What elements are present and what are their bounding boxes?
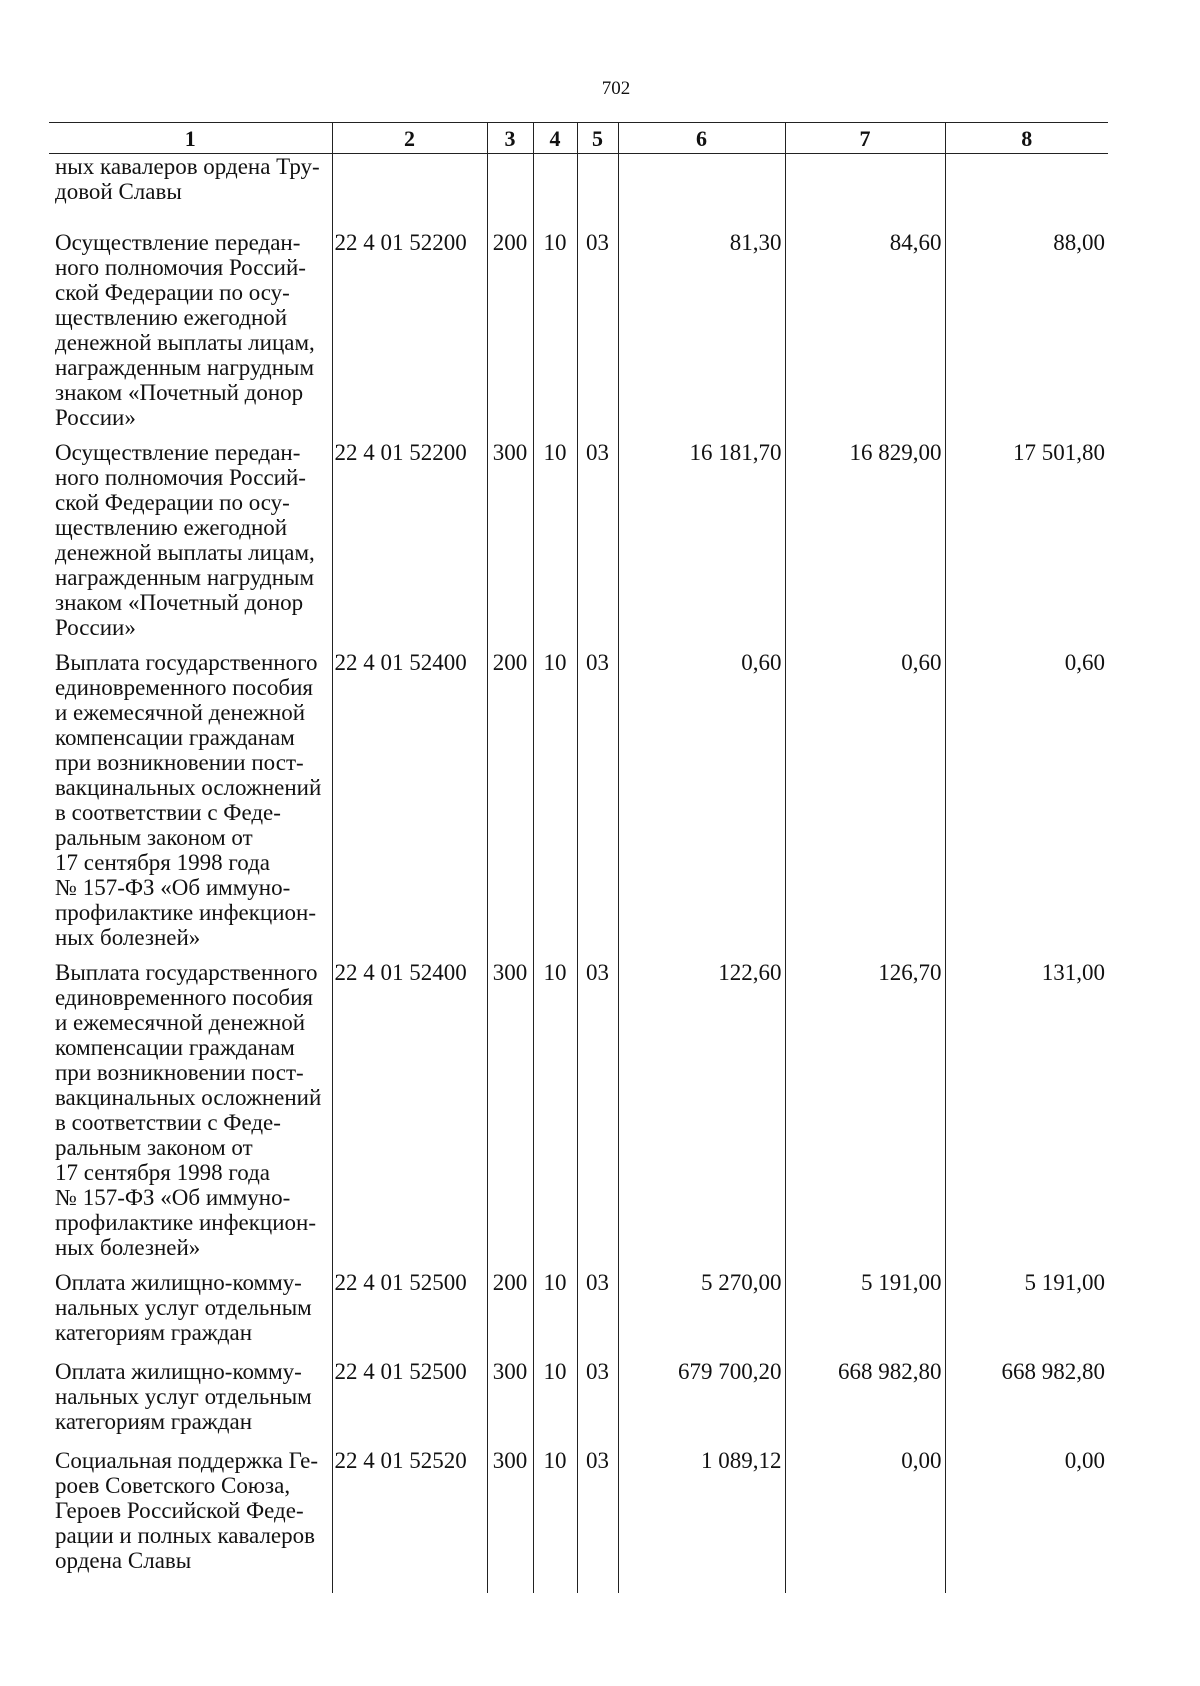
expense-name-line: знаком «Почетный донор xyxy=(55,589,304,615)
amount-col7-cell: 5 191,00 xyxy=(785,1260,945,1349)
amount-col7-cell: 16 829,00 xyxy=(785,430,945,640)
expense-name-line: Осуществление передан- xyxy=(55,439,301,465)
expense-name-line: награжденным нагрудным xyxy=(55,564,315,590)
amount-col6-cell: 0,60 xyxy=(618,640,785,950)
target-code-cell: 22 4 01 52400 xyxy=(332,640,487,950)
amount-col8-cell: 0,60 xyxy=(945,640,1108,950)
expense-name-line: ордена Славы xyxy=(55,1547,192,1573)
expense-name-cell xyxy=(49,220,332,430)
table-row xyxy=(49,220,1108,430)
expense-name-line: рации и полных кавалеров xyxy=(55,1522,315,1548)
expense-name-line: в соответствии с Феде- xyxy=(55,799,281,825)
expense-name-line: России» xyxy=(55,614,136,640)
expense-name-line: и ежемесячной денежной xyxy=(55,699,306,725)
column-header-3: 3 xyxy=(487,123,533,154)
expense-name-line: Выплата государственного xyxy=(55,649,318,675)
expense-name-line: денежной выплаты лицам, xyxy=(55,329,315,355)
section-cell: 10 xyxy=(533,1349,577,1438)
column-header-5: 5 xyxy=(577,123,618,154)
expense-name-line: при возникновении пост- xyxy=(55,1059,304,1085)
expense-name-cell xyxy=(49,430,332,640)
amount-col6-cell: 81,30 xyxy=(618,220,785,430)
column-header-7: 7 xyxy=(785,123,945,154)
amount-col6-cell: 16 181,70 xyxy=(618,430,785,640)
expense-name-line: Осуществление передан- xyxy=(55,229,301,255)
expense-name-line: компенсации гражданам xyxy=(55,1034,295,1060)
expense-name-line: единовременного пособия xyxy=(55,984,313,1010)
table-row xyxy=(49,154,1108,220)
subsection-cell: 03 xyxy=(577,640,618,950)
expense-name-line: компенсации гражданам xyxy=(55,724,295,750)
expense-name-line: в соответствии с Феде- xyxy=(55,1109,281,1135)
target-code-cell: 22 4 01 52200 xyxy=(332,220,487,430)
expense-name-cell xyxy=(49,154,332,220)
expense-name-line: ской Федерации по осу- xyxy=(55,489,290,515)
expense-name-line: 17 сентября 1998 года xyxy=(55,1159,270,1185)
section-cell: 10 xyxy=(533,220,577,430)
expense-name-line: профилактике инфекцион- xyxy=(55,1209,316,1235)
amount-col7-cell: 0,60 xyxy=(785,640,945,950)
table-row xyxy=(49,430,1108,640)
column-header-8: 8 xyxy=(945,123,1108,154)
expense-name-line: денежной выплаты лицам, xyxy=(55,539,315,565)
table-row xyxy=(49,1438,1108,1593)
expense-type-cell: 300 xyxy=(487,430,533,640)
amount-col7-cell: 668 982,80 xyxy=(785,1349,945,1438)
amount-col6-cell: 679 700,20 xyxy=(618,1349,785,1438)
expense-name-line: ральным законом от xyxy=(55,1134,253,1160)
amount-col7-cell: 0,00 xyxy=(785,1438,945,1593)
expense-name-cell xyxy=(49,1349,332,1438)
expense-name-line: профилактике инфекцион- xyxy=(55,899,316,925)
expense-name-line: № 157-ФЗ «Об иммуно- xyxy=(55,874,291,900)
target-code-cell: 22 4 01 52200 xyxy=(332,430,487,640)
expense-name-line: Оплата жилищно-комму- xyxy=(55,1358,302,1384)
expense-type-cell: 300 xyxy=(487,950,533,1260)
amount-col7-cell xyxy=(785,154,945,220)
amount-col6-cell: 1 089,12 xyxy=(618,1438,785,1593)
expense-name-line: ного полномочия Россий- xyxy=(55,254,306,280)
expense-name-line: нальных услуг отдельным xyxy=(55,1383,312,1409)
column-header-4: 4 xyxy=(533,123,577,154)
expense-name-line: роев Советского Союза, xyxy=(55,1472,291,1498)
expense-name-line: Героев Российской Феде- xyxy=(55,1497,304,1523)
section-cell: 10 xyxy=(533,640,577,950)
expense-name-line: вакцинальных осложнений xyxy=(55,774,322,800)
expense-type-cell: 200 xyxy=(487,220,533,430)
amount-col6-cell xyxy=(618,154,785,220)
section-cell: 10 xyxy=(533,1438,577,1593)
expense-name-cell xyxy=(49,1260,332,1349)
amount-col8-cell: 88,00 xyxy=(945,220,1108,430)
expense-name-line: ных болезней» xyxy=(55,1234,201,1260)
subsection-cell: 03 xyxy=(577,1438,618,1593)
expense-name-line: ществлению ежегодной xyxy=(55,514,288,540)
column-header-2: 2 xyxy=(332,123,487,154)
table-row xyxy=(49,1260,1108,1349)
subsection-cell: 03 xyxy=(577,430,618,640)
expense-name-line: нальных услуг отдельным xyxy=(55,1294,312,1320)
amount-col6-cell: 122,60 xyxy=(618,950,785,1260)
amount-col8-cell xyxy=(945,154,1108,220)
expense-name-line: ных кавалеров ордена Тру- xyxy=(55,154,320,179)
amount-col8-cell: 17 501,80 xyxy=(945,430,1108,640)
target-code-cell: 22 4 01 52400 xyxy=(332,950,487,1260)
expense-type-cell: 300 xyxy=(487,1349,533,1438)
expense-name-line: ных болезней» xyxy=(55,924,201,950)
subsection-cell: 03 xyxy=(577,1349,618,1438)
amount-col8-cell: 131,00 xyxy=(945,950,1108,1260)
expense-name-cell xyxy=(49,640,332,950)
expense-name-line: Выплата государственного xyxy=(55,959,318,985)
expense-name-line: награжденным нагрудным xyxy=(55,354,315,380)
header-row xyxy=(49,123,1108,154)
page-number: 702 xyxy=(601,78,631,99)
expense-name-line: 17 сентября 1998 года xyxy=(55,849,270,875)
expense-name-line: при возникновении пост- xyxy=(55,749,304,775)
section-cell: 10 xyxy=(533,1260,577,1349)
amount-col6-cell: 5 270,00 xyxy=(618,1260,785,1349)
subsection-cell: 03 xyxy=(577,950,618,1260)
target-code-cell: 22 4 01 52500 xyxy=(332,1349,487,1438)
expense-name-line: ской Федерации по осу- xyxy=(55,279,290,305)
expense-type-cell: 300 xyxy=(487,1438,533,1593)
expense-type-cell xyxy=(487,154,533,220)
target-code-cell: 22 4 01 52500 xyxy=(332,1260,487,1349)
expense-name-line: единовременного пособия xyxy=(55,674,313,700)
expense-name-line: ществлению ежегодной xyxy=(55,304,288,330)
expense-name-line: России» xyxy=(55,404,136,430)
table-row xyxy=(49,950,1108,1260)
expense-name-line: и ежемесячной денежной xyxy=(55,1009,306,1035)
section-cell: 10 xyxy=(533,430,577,640)
table-row xyxy=(49,1349,1108,1438)
expense-type-cell: 200 xyxy=(487,1260,533,1349)
subsection-cell: 03 xyxy=(577,1260,618,1349)
expense-name-line: ного полномочия Россий- xyxy=(55,464,306,490)
expense-name-cell xyxy=(49,950,332,1260)
amount-col8-cell: 5 191,00 xyxy=(945,1260,1108,1349)
subsection-cell xyxy=(577,154,618,220)
column-header-1: 1 xyxy=(49,123,332,154)
section-cell xyxy=(533,154,577,220)
table-row xyxy=(49,640,1108,950)
expense-name-line: № 157-ФЗ «Об иммуно- xyxy=(55,1184,291,1210)
amount-col7-cell: 126,70 xyxy=(785,950,945,1260)
expense-name-line: знаком «Почетный донор xyxy=(55,379,304,405)
expense-name-cell xyxy=(49,1438,332,1593)
column-header-6: 6 xyxy=(618,123,785,154)
section-cell: 10 xyxy=(533,950,577,1260)
budget-table xyxy=(49,122,1108,1593)
expense-name-line: Социальная поддержка Ге- xyxy=(55,1447,319,1473)
expense-name-line: Оплата жилищно-комму- xyxy=(55,1269,302,1295)
subsection-cell: 03 xyxy=(577,220,618,430)
expense-type-cell: 200 xyxy=(487,640,533,950)
expense-name-line: довой Славы xyxy=(55,179,182,204)
amount-col8-cell: 0,00 xyxy=(945,1438,1108,1593)
target-code-cell: 22 4 01 52520 xyxy=(332,1438,487,1593)
expense-name-line: вакцинальных осложнений xyxy=(55,1084,322,1110)
expense-name-line: категориям граждан xyxy=(55,1408,253,1434)
target-code-cell xyxy=(332,154,487,220)
amount-col7-cell: 84,60 xyxy=(785,220,945,430)
expense-name-line: категориям граждан xyxy=(55,1319,253,1345)
expense-name-line: ральным законом от xyxy=(55,824,253,850)
amount-col8-cell: 668 982,80 xyxy=(945,1349,1108,1438)
